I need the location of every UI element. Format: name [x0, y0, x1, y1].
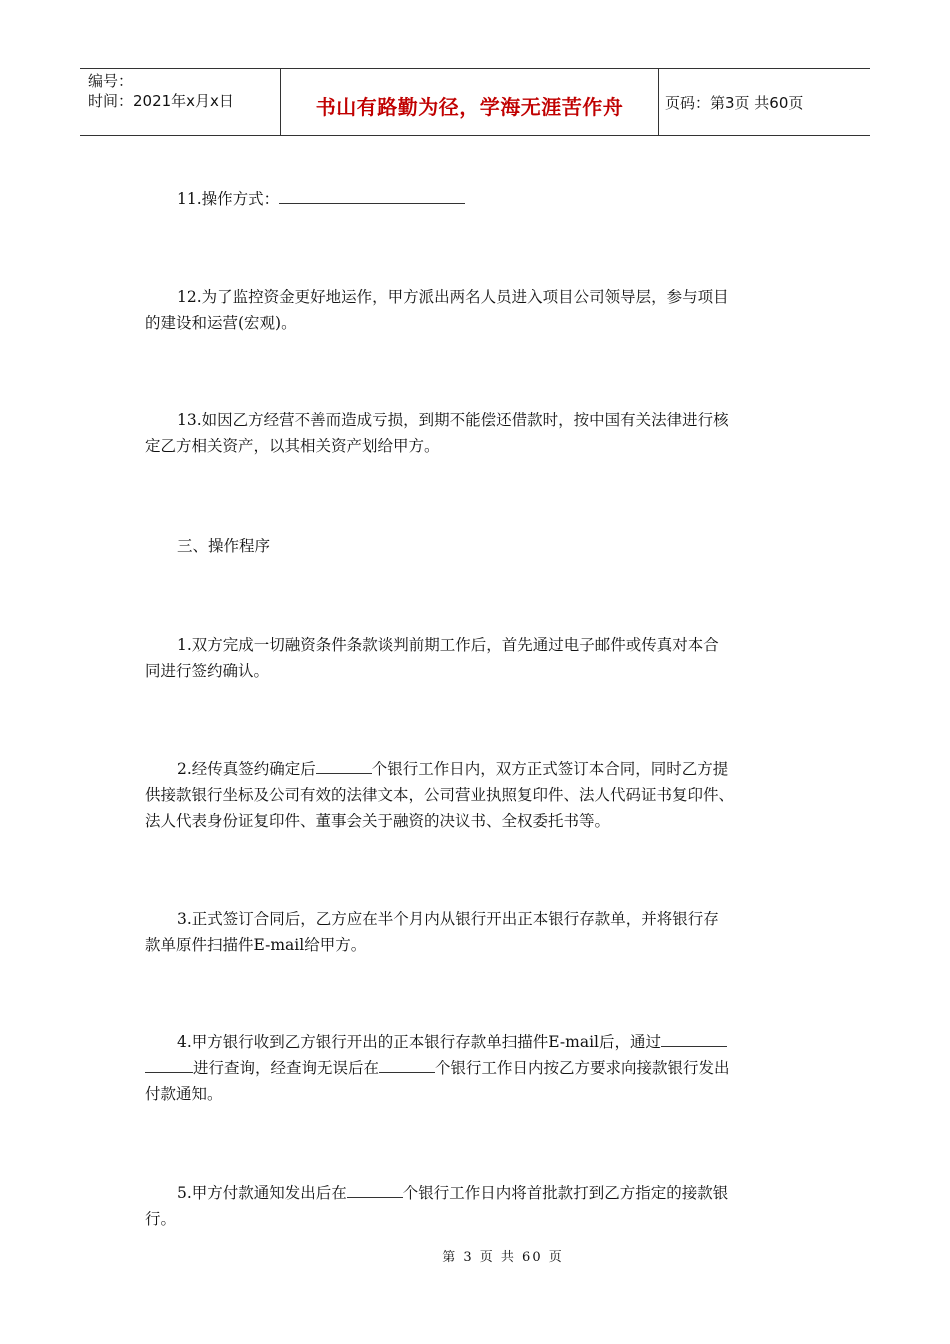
step-3-line1: 3.正式签订合同后，乙方应在半个月内从银行开出正本银行存款单，并将银行存 [177, 910, 719, 928]
fill-in-blank [145, 1058, 193, 1073]
fill-in-blank [279, 189, 465, 204]
section-3-title: 三、操作程序 [177, 537, 271, 555]
page-header [80, 68, 870, 136]
step-2-line2: 供接款银行坐标及公司有效的法律文本，公司营业执照复印件、法人代码证书复印件、 [145, 786, 735, 804]
fill-in-blank [661, 1032, 727, 1047]
step-3-line2: 款单原件扫描件E-mail给甲方。 [145, 936, 367, 954]
step-2 [145, 756, 805, 834]
clause-12 [145, 284, 805, 336]
step-1-line1: 1.双方完成一切融资条件条款谈判前期工作后，首先通过电子邮件或传真对本合 [177, 636, 719, 654]
header-page-label: 页码：第3页 共60页 [665, 93, 804, 112]
page-footer: 第 3 页 共 60 页 [442, 1250, 564, 1265]
step-4-line3: 付款通知。 [145, 1085, 223, 1103]
fill-in-blank [379, 1058, 435, 1073]
step-5-line1-b: 个银行工作日内将首批款打到乙方指定的接款银 [402, 1184, 729, 1202]
step-2-line3: 法人代表身份证复印件、董事会关于融资的决议书、全权委托书等。 [145, 812, 611, 830]
step-5-line1-a: 5.甲方付款通知发出后在 [177, 1184, 347, 1202]
header-motto: 书山有路勤为径，学海无涯苦作舟 [315, 94, 624, 119]
step-4 [145, 1029, 805, 1107]
step-4-line2-b: 个银行工作日内按乙方要求向接款银行发出 [435, 1059, 730, 1077]
step-4-line2-a: 进行查询，经查询无误后在 [193, 1059, 380, 1077]
step-4-line1: 4.甲方银行收到乙方银行开出的正本银行存款单扫描件E-mail后，通过 [177, 1033, 661, 1051]
header-number-label: 编号： [88, 72, 134, 90]
step-3 [145, 906, 805, 958]
clause-11 [145, 186, 805, 212]
step-2-line1-a: 2.经传真签约确定后 [177, 760, 316, 778]
header-date-label: 时间：2021年x月x日 [88, 92, 234, 110]
clause-13 [145, 407, 805, 459]
clause-11-text: 11.操作方式： [177, 190, 280, 208]
header-page-cell [659, 69, 870, 135]
section-heading [145, 533, 805, 559]
clause-12-line1: 12.为了监控资金更好地运作，甲方派出两名人员进入项目公司领导层，参与项目 [177, 288, 729, 306]
step-2-line1-b: 个银行工作日内，双方正式签订本合同，同时乙方提 [371, 760, 729, 778]
fill-in-blank [316, 759, 372, 774]
step-1-line2: 同进行签约确认。 [145, 662, 270, 680]
clause-12-line2: 的建设和运营(宏观)。 [145, 314, 297, 332]
clause-13-line1: 13.如因乙方经营不善而造成亏损，到期不能偿还借款时，按中国有关法律进行核 [177, 411, 729, 429]
fill-in-blank [347, 1183, 403, 1198]
header-motto-cell [281, 69, 659, 135]
header-info-cell [80, 69, 281, 135]
step-1 [145, 632, 805, 684]
clause-13-line2: 定乙方相关资产，以其相关资产划给甲方。 [145, 437, 440, 455]
step-5 [145, 1180, 805, 1232]
step-5-line2: 行。 [145, 1210, 177, 1228]
